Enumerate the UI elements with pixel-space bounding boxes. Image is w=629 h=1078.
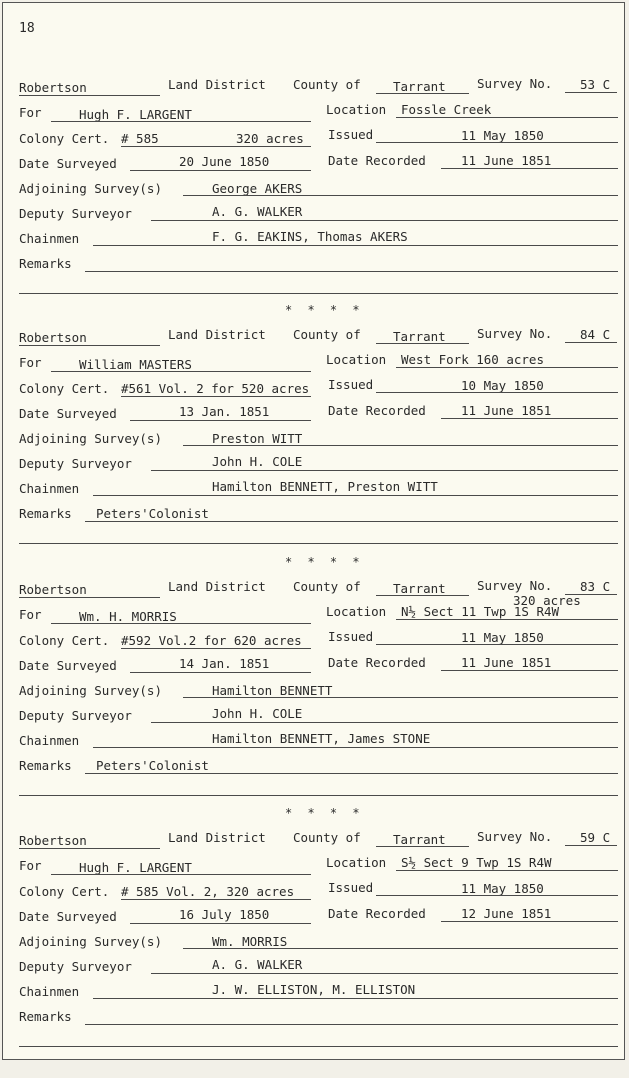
underline xyxy=(85,521,618,522)
chainmen-label: Chainmen xyxy=(19,231,80,246)
district-value: Robertson xyxy=(19,80,87,95)
underline xyxy=(130,420,311,421)
colony-cert-value: #592 Vol.2 for 620 acres xyxy=(121,633,302,648)
remarks-label: Remarks xyxy=(19,758,72,773)
underline xyxy=(183,697,618,698)
location-value: S½ Sect 9 Twp 1S R4W xyxy=(401,855,552,870)
date-recorded-value: 11 June 1851 xyxy=(461,403,552,418)
date-surveyed-value: 14 Jan. 1851 xyxy=(179,656,270,671)
for-label: For xyxy=(19,607,42,622)
chainmen-label: Chainmen xyxy=(19,481,80,496)
deputy-value: John H. COLE xyxy=(212,454,303,469)
issued-value: 11 May 1850 xyxy=(461,881,544,896)
chainmen-label: Chainmen xyxy=(19,733,80,748)
underline xyxy=(376,93,469,94)
date-surveyed-label: Date Surveyed xyxy=(19,909,117,924)
deputy-value: A. G. WALKER xyxy=(212,204,303,219)
location-value: Fossle Creek xyxy=(401,102,492,117)
date-surveyed-value: 13 Jan. 1851 xyxy=(179,404,270,419)
record-separator: * * * * xyxy=(285,555,364,569)
district-label: Land District xyxy=(168,77,266,92)
underline xyxy=(441,168,618,169)
survey-record xyxy=(3,577,626,827)
underline xyxy=(376,895,618,896)
underline xyxy=(151,973,618,974)
underline xyxy=(19,345,160,346)
county-label: County of xyxy=(293,830,361,845)
colony-cert-acres: 320 acres xyxy=(236,131,304,146)
underline xyxy=(565,845,617,846)
deputy-value: John H. COLE xyxy=(212,706,303,721)
date-recorded-label: Date Recorded xyxy=(328,655,426,670)
underline xyxy=(51,874,311,875)
adjoining-label: Adjoining Survey(s) xyxy=(19,431,162,446)
date-recorded-label: Date Recorded xyxy=(328,403,426,418)
underline xyxy=(19,293,618,294)
for-value: William MASTERS xyxy=(79,357,192,372)
colony-cert-label: Colony Cert. xyxy=(19,381,110,396)
underline xyxy=(441,921,618,922)
underline xyxy=(396,870,618,871)
for-label: For xyxy=(19,858,42,873)
district-label: Land District xyxy=(168,830,266,845)
issued-label: Issued xyxy=(328,880,374,895)
adjoining-value: Preston WITT xyxy=(212,431,303,446)
underline xyxy=(130,170,311,171)
survey-no-value: 84 C xyxy=(580,327,611,342)
district-value: Robertson xyxy=(19,833,87,848)
chainmen-value: Hamilton BENNETT, James STONE xyxy=(212,731,431,746)
deputy-label: Deputy Surveyor xyxy=(19,206,132,221)
survey-record xyxy=(3,75,626,325)
remarks-label: Remarks xyxy=(19,506,72,521)
underline xyxy=(396,367,618,368)
survey-record xyxy=(3,325,626,575)
underline xyxy=(93,998,618,999)
location-value: West Fork 160 acres xyxy=(401,352,544,367)
issued-label: Issued xyxy=(328,377,374,392)
underline xyxy=(130,672,311,673)
underline xyxy=(121,648,311,649)
county-label: County of xyxy=(293,77,361,92)
date-recorded-label: Date Recorded xyxy=(328,153,426,168)
survey-no-value: 83 C xyxy=(580,579,611,594)
adjoining-label: Adjoining Survey(s) xyxy=(19,181,162,196)
date-surveyed-value: 16 July 1850 xyxy=(179,907,270,922)
underline xyxy=(151,722,618,723)
remarks-value: Peters'Colonist xyxy=(96,758,209,773)
underline xyxy=(121,146,311,147)
adjoining-label: Adjoining Survey(s) xyxy=(19,934,162,949)
underline xyxy=(51,623,311,624)
underline xyxy=(376,846,469,847)
underline xyxy=(441,670,618,671)
colony-cert-label: Colony Cert. xyxy=(19,131,110,146)
chainmen-value: Hamilton BENNETT, Preston WITT xyxy=(212,479,438,494)
remarks-label: Remarks xyxy=(19,256,72,271)
underline xyxy=(376,392,618,393)
underline xyxy=(19,95,160,96)
county-value: Tarrant xyxy=(393,581,446,596)
date-surveyed-label: Date Surveyed xyxy=(19,156,117,171)
issued-label: Issued xyxy=(328,629,374,644)
date-surveyed-label: Date Surveyed xyxy=(19,658,117,673)
date-recorded-label: Date Recorded xyxy=(328,906,426,921)
deputy-label: Deputy Surveyor xyxy=(19,708,132,723)
underline xyxy=(51,121,311,122)
colony-cert-value: #561 Vol. 2 for 520 acres xyxy=(121,381,310,396)
underline xyxy=(396,117,618,118)
for-label: For xyxy=(19,105,42,120)
location-value: N½ Sect 11 Twp 1S R4W xyxy=(401,604,560,619)
remarks-value: Peters'Colonist xyxy=(96,506,209,521)
issued-value: 10 May 1850 xyxy=(461,378,544,393)
adjoining-value: Hamilton BENNETT xyxy=(212,683,333,698)
underline xyxy=(19,597,160,598)
location-label: Location xyxy=(326,855,387,870)
survey-no-label: Survey No. xyxy=(477,326,553,341)
underline xyxy=(130,923,311,924)
underline xyxy=(376,343,469,344)
record-separator: * * * * xyxy=(285,806,364,820)
colony-cert-value: # 585 Vol. 2, 320 acres xyxy=(121,884,295,899)
survey-note: 320 acres xyxy=(513,593,581,608)
underline xyxy=(19,1046,618,1047)
for-label: For xyxy=(19,355,42,370)
underline xyxy=(93,245,618,246)
issued-value: 11 May 1850 xyxy=(461,630,544,645)
date-recorded-value: 11 June 1851 xyxy=(461,655,552,670)
deputy-label: Deputy Surveyor xyxy=(19,959,132,974)
survey-no-label: Survey No. xyxy=(477,578,553,593)
underline xyxy=(376,142,618,143)
underline xyxy=(396,619,618,620)
underline xyxy=(441,418,618,419)
underline xyxy=(19,848,160,849)
county-value: Tarrant xyxy=(393,79,446,94)
chainmen-value: J. W. ELLISTON, M. ELLISTON xyxy=(212,982,416,997)
underline xyxy=(376,644,618,645)
for-value: Wm. H. MORRIS xyxy=(79,609,177,624)
underline xyxy=(121,899,311,900)
underline xyxy=(19,543,618,544)
adjoining-label: Adjoining Survey(s) xyxy=(19,683,162,698)
underline xyxy=(183,445,618,446)
colony-cert-value: # 585 xyxy=(121,131,159,146)
adjoining-value: George AKERS xyxy=(212,181,303,196)
survey-record xyxy=(3,828,626,1078)
underline xyxy=(376,595,469,596)
colony-cert-label: Colony Cert. xyxy=(19,633,110,648)
for-value: Hugh F. LARGENT xyxy=(79,860,192,875)
remarks-label: Remarks xyxy=(19,1009,72,1024)
county-value: Tarrant xyxy=(393,329,446,344)
underline xyxy=(151,470,618,471)
location-label: Location xyxy=(326,604,387,619)
district-label: Land District xyxy=(168,579,266,594)
underline xyxy=(85,1024,618,1025)
survey-no-label: Survey No. xyxy=(477,829,553,844)
district-value: Robertson xyxy=(19,330,87,345)
issued-value: 11 May 1850 xyxy=(461,128,544,143)
deputy-label: Deputy Surveyor xyxy=(19,456,132,471)
chainmen-label: Chainmen xyxy=(19,984,80,999)
colony-cert-label: Colony Cert. xyxy=(19,884,110,899)
county-value: Tarrant xyxy=(393,832,446,847)
underline xyxy=(51,371,311,372)
district-label: Land District xyxy=(168,327,266,342)
location-label: Location xyxy=(326,102,387,117)
issued-label: Issued xyxy=(328,127,374,142)
for-value: Hugh F. LARGENT xyxy=(79,107,192,122)
underline xyxy=(183,948,618,949)
underline xyxy=(565,342,617,343)
survey-no-label: Survey No. xyxy=(477,76,553,91)
adjoining-value: Wm. MORRIS xyxy=(212,934,288,949)
underline xyxy=(565,92,617,93)
page-number: 18 xyxy=(19,21,35,36)
underline xyxy=(183,195,618,196)
underline xyxy=(85,271,618,272)
deputy-value: A. G. WALKER xyxy=(212,957,303,972)
survey-no-value: 53 C xyxy=(580,77,611,92)
date-surveyed-label: Date Surveyed xyxy=(19,406,117,421)
underline xyxy=(85,773,618,774)
location-label: Location xyxy=(326,352,387,367)
underline xyxy=(151,220,618,221)
date-recorded-value: 12 June 1851 xyxy=(461,906,552,921)
county-label: County of xyxy=(293,327,361,342)
survey-no-value: 59 C xyxy=(580,830,611,845)
underline xyxy=(19,795,618,796)
date-surveyed-value: 20 June 1850 xyxy=(179,154,270,169)
underline xyxy=(93,495,618,496)
date-recorded-value: 11 June 1851 xyxy=(461,153,552,168)
county-label: County of xyxy=(293,579,361,594)
record-separator: * * * * xyxy=(285,303,364,317)
underline xyxy=(121,396,311,397)
district-value: Robertson xyxy=(19,582,87,597)
chainmen-value: F. G. EAKINS, Thomas AKERS xyxy=(212,229,408,244)
document-page xyxy=(2,2,625,1060)
underline xyxy=(93,747,618,748)
